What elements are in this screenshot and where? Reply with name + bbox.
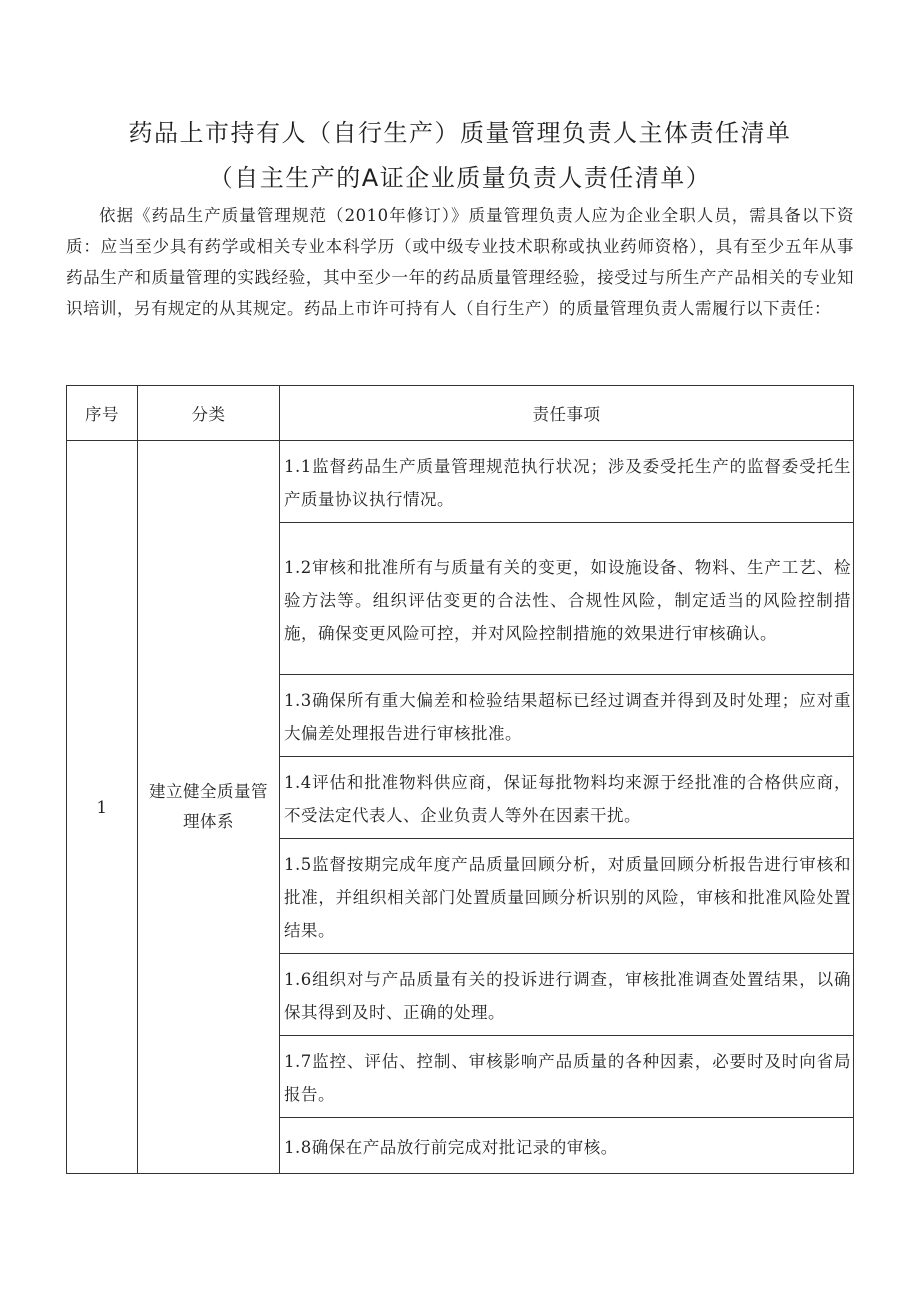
row-number: 1 bbox=[67, 441, 138, 1174]
responsibility-item: 1.3确保所有重大偏差和检验结果超标已经过调查并得到及时处理；应对重大偏差处理报告进行审核批准。 bbox=[280, 675, 854, 757]
header-items: 责任事项 bbox=[280, 386, 854, 441]
table-row bbox=[67, 441, 854, 523]
responsibility-item: 1.1监督药品生产质量管理规范执行状况；涉及委受托生产的监督委受托生产质量协议执行情况。 bbox=[280, 441, 854, 523]
document-title: 药品上市持有人（自行生产）质量管理负责人主体责任清单 bbox=[128, 119, 792, 147]
responsibility-item: 1.6组织对与产品质量有关的投诉进行调查，审核批准调查处置结果，以确保其得到及时、正确的处理。 bbox=[280, 954, 854, 1036]
responsibility-item: 1.2审核和批准所有与质量有关的变更，如设施设备、物料、生产工艺、检验方法等。组织评估变更的合法性、合规性风险，制定适当的风险控制措施，确保变更风险可控，并对风险控制措施的效果进行审核确认。 bbox=[280, 523, 854, 675]
responsibility-table bbox=[66, 385, 854, 1174]
header-no: 序号 bbox=[67, 386, 138, 441]
table-header-row bbox=[67, 386, 854, 441]
responsibility-item: 1.4评估和批准物料供应商，保证每批物料均来源于经批准的合格供应商，不受法定代表人、企业负责人等外在因素干扰。 bbox=[280, 757, 854, 839]
header-category: 分类 bbox=[138, 386, 280, 441]
row-category: 建立健全质量管理体系 bbox=[138, 441, 280, 1174]
responsibility-item: 1.5监督按期完成年度产品质量回顾分析，对质量回顾分析报告进行审核和批准，并组织相关部门处置质量回顾分析识别的风险，审核和批准风险处置结果。 bbox=[280, 839, 854, 954]
intro-paragraph: 依据《药品生产质量管理规范（2010年修订）》质量管理负责人应为企业全职人员，需具备以下资质：应当至少具有药学或相关专业本科学历（或中级专业技术职称或执业药师资格），具有至少五年从事药品生产和质量管理的实践经验，其中至少一年的药品质量管理经验，接受过与所生产产品相关的专业知识培训，另有规定的从其规定。药品上市许可持有人（自行生产）的质量管理负责人需履行以下责任： bbox=[66, 206, 854, 318]
responsibility-item: 1.8确保在产品放行前完成对批记录的审核。 bbox=[280, 1118, 854, 1174]
document-subtitle: （自主生产的A证企业质量负责人责任清单） bbox=[208, 164, 712, 192]
responsibility-item: 1.7监控、评估、控制、审核影响产品质量的各种因素，必要时及时向省局报告。 bbox=[280, 1036, 854, 1118]
